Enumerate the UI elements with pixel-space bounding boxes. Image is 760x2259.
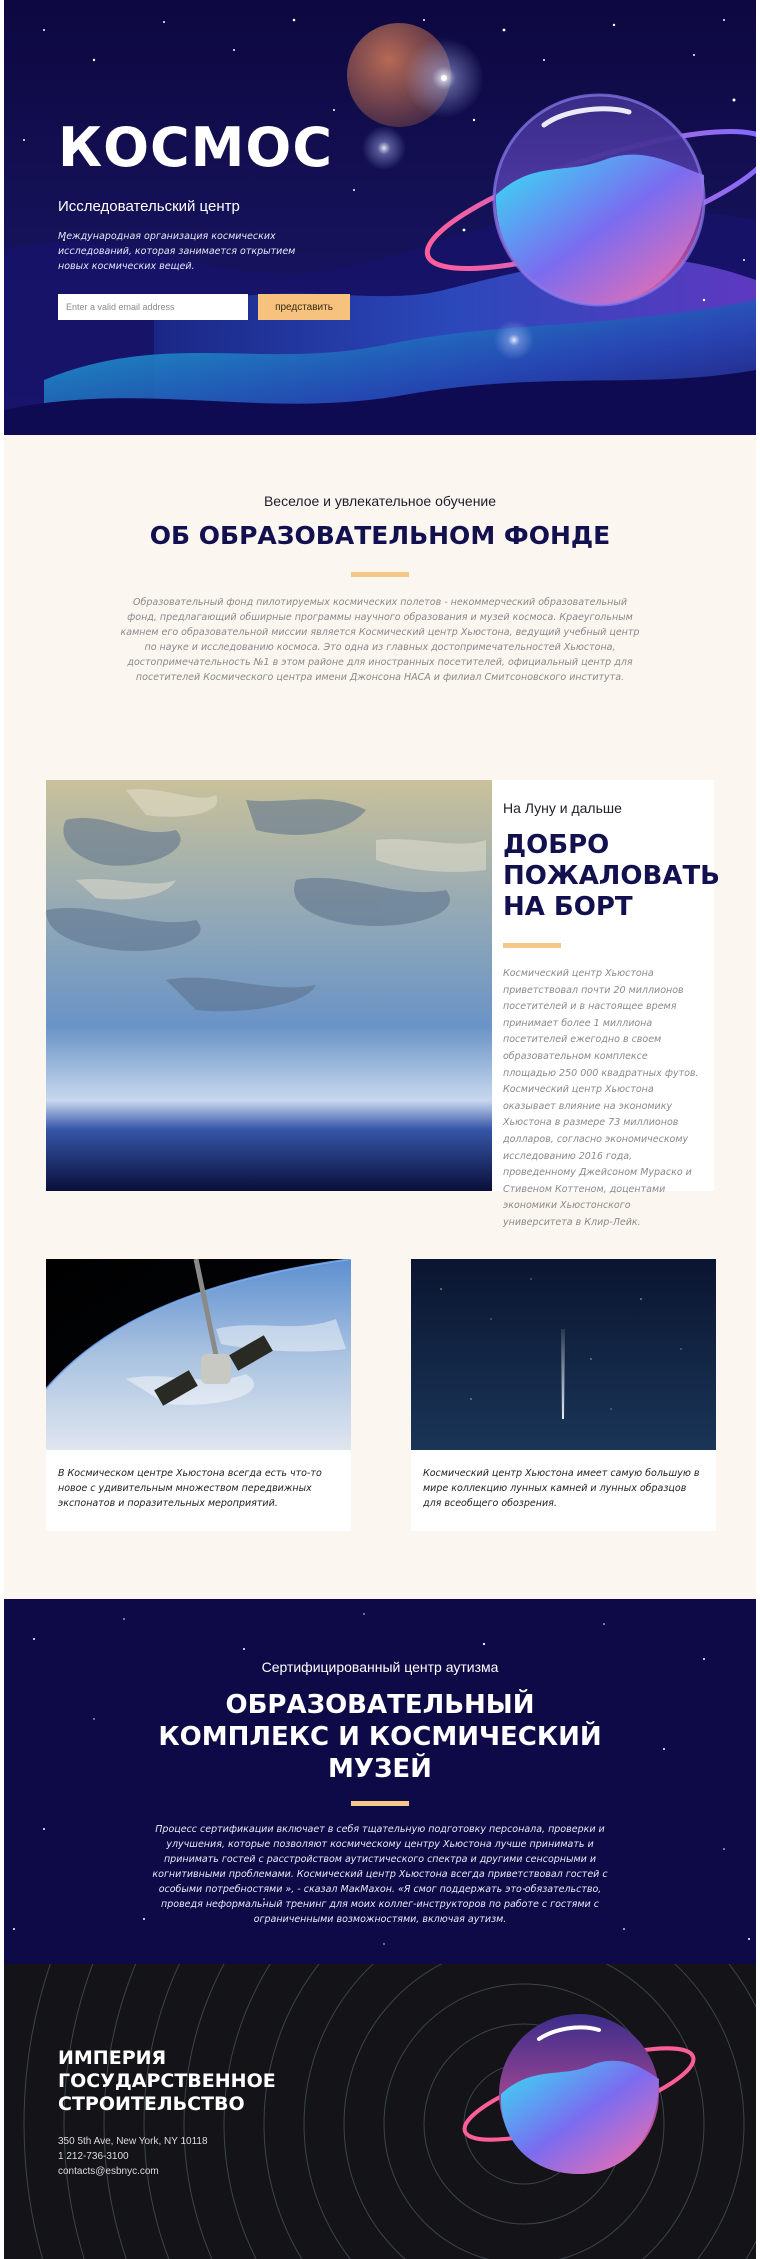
footer-address: 350 5th Ave, New York, NY 10118 xyxy=(58,2136,208,2147)
hero-section xyxy=(4,0,756,435)
autism-section xyxy=(4,1599,756,1964)
about-section xyxy=(4,435,756,780)
rocket-launch-image xyxy=(411,1259,716,1450)
accent-divider xyxy=(503,943,561,948)
space-station-image xyxy=(46,1259,351,1450)
footer-email[interactable]: contacts@esbnyc.com xyxy=(58,2166,159,2177)
autism-kicker: Сертифицированный центр аутизма xyxy=(261,1659,499,1675)
hero-description: Международная организация космических исследований, которая занимается открытием новых космических вещей. xyxy=(58,231,296,272)
hero-title: КОСМОС xyxy=(58,116,333,179)
card-exhibits xyxy=(46,1259,351,1531)
card-moon-rocks xyxy=(411,1259,716,1531)
earth-from-orbit-image xyxy=(46,780,492,1191)
welcome-kicker: На Луну и дальше xyxy=(503,800,622,816)
hero-content xyxy=(58,118,358,320)
footer-phone[interactable]: 1 212-736-3100 xyxy=(58,2151,129,2162)
about-title: ОБ ОБРАЗОВАТЕЛЬНОМ ФОНДЕ xyxy=(149,521,611,550)
about-text: Образовательный фонд пилотируемых космических полетов - некоммерческий образовательный фонд, предлагающий обширные программы научного образования и музей космоса. Краеугольным камнем его образовательной миссии является Космический центр Хьюстона, ведущий учебный центр по науке и исследованию космоса. Это одна из главных достопримечательностей Хьюстона, достопримечательность №1 в этом районе для иностранных посетителей, официальный центр для посетителей Космического центра имени Джонсона НАСА и филиал Смитсоновского института. xyxy=(120,597,640,683)
footer-title: ИМПЕРИЯ ГОСУДАРСТВЕННОЕ СТРОИТЕЛЬСТВО xyxy=(58,2047,276,2115)
welcome-section xyxy=(4,780,756,1259)
accent-divider xyxy=(351,1801,409,1806)
email-input[interactable] xyxy=(58,294,248,320)
cards-section xyxy=(4,1259,756,1599)
welcome-title: ДОБРО ПОЖАЛОВАТЬ НА БОРТ xyxy=(503,830,721,922)
welcome-card xyxy=(492,780,721,1228)
subscribe-form xyxy=(58,294,358,320)
autism-text: Процесс сертификации включает в себя тщательную подготовку персонала, проверки и улучшения, которые позволяют космическому центру Хьюстона лучше принимать и принимать гостей с расстройством аутистического спектра и другими сенсорными и когнитивными проблемами. Космический центр Хьюстона всегда приветствовал гостей с особыми потребностями », - сказал МакМахон. «Я смог поддержать это обязательство, проведя неформальный тренинг для моих коллег-инструкторов по работе с гостями с ограниченными возможностями, включая аутизм. xyxy=(152,1824,608,1925)
hero-subtitle: Исследовательский центр xyxy=(58,198,240,215)
about-kicker: Веселое и увлекательное обучение xyxy=(263,493,497,509)
autism-content xyxy=(4,1599,756,1927)
card-text: Космический центр Хьюстона имеет самую большую в мире коллекцию лунных камней и лунных образцов для всеобщего обозрения. xyxy=(423,1468,700,1509)
autism-title: ОБРАЗОВАТЕЛЬНЫЙ КОМПЛЕКС И КОСМИЧЕСКИЙ МУЗЕЙ xyxy=(158,1690,602,1784)
submit-button[interactable]: представить xyxy=(258,294,350,320)
accent-divider xyxy=(351,572,409,577)
footer-contacts xyxy=(58,2134,288,2179)
card-text: В Космическом центре Хьюстона всегда есть что-то новое с удивительным множеством передвижных экспонатов и поразительных мероприятий. xyxy=(58,1468,322,1509)
welcome-text: Космический центр Хьюстона приветствовал почти 20 миллионов посетителей и в настоящее время принимает более 1 миллиона посетителей ежегодно в своем образовательном комплексе площадью 250 000 квадратных футов. Космический центр Хьюстона оказывает влияние на экономику Хьюстона в размере 73 миллионов долларов, согласно экономическому исследованию 2016 года, проведенному Джейсоном Мураско и Стивеном Коттеном, доцентами экономики Хьюстонского университета в Клир-Лейк. xyxy=(503,968,699,1228)
footer-content xyxy=(58,2047,288,2179)
